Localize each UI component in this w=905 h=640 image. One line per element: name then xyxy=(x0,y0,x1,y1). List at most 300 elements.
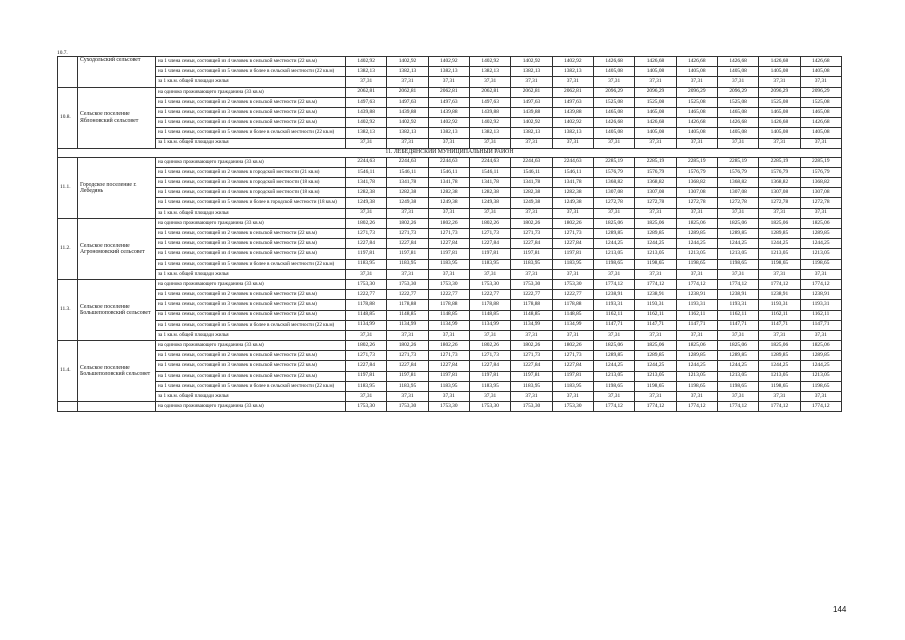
value-cell: 37,31 xyxy=(552,269,593,279)
value-cell: 1439,88 xyxy=(511,107,552,117)
value-cell: 37,31 xyxy=(676,392,717,402)
value-cell: 1341,78 xyxy=(552,178,593,188)
value-cell: 37,31 xyxy=(511,208,552,218)
value-cell: 1753,30 xyxy=(552,279,593,289)
value-cell: 1148,85 xyxy=(428,310,469,320)
settlement-name: Сельское поселение Агрономовский сельсовет xyxy=(78,218,156,279)
value-cell: 1193,31 xyxy=(676,300,717,310)
value-cell: 1576,79 xyxy=(635,167,676,177)
value-cell: 1183,95 xyxy=(428,259,469,269)
value-cell: 37,31 xyxy=(469,138,510,148)
value-cell: 1244,25 xyxy=(800,239,841,249)
value-cell: 1249,38 xyxy=(428,198,469,208)
value-cell: 37,31 xyxy=(593,392,634,402)
value-cell: 1774,12 xyxy=(759,402,800,412)
value-cell: 1439,88 xyxy=(387,107,428,117)
value-cell: 1222,77 xyxy=(428,290,469,300)
table-row xyxy=(58,77,842,87)
value-cell: 37,31 xyxy=(428,138,469,148)
value-cell: 37,31 xyxy=(428,269,469,279)
value-cell: 1402,92 xyxy=(346,57,387,67)
value-cell: 1134,99 xyxy=(469,320,510,330)
value-cell: 1546,11 xyxy=(428,167,469,177)
value-cell: 1213,05 xyxy=(717,371,758,381)
value-cell: 37,31 xyxy=(428,330,469,340)
value-cell: 1402,92 xyxy=(469,118,510,128)
value-cell: 1825,06 xyxy=(800,341,841,351)
value-cell: 1244,25 xyxy=(593,239,634,249)
value-cell: 1576,79 xyxy=(759,167,800,177)
settlement-name: Городское поселение г. Лебедянь xyxy=(78,157,156,218)
value-cell: 2244,63 xyxy=(469,157,510,167)
norm-category: на 1 члена семьи, состоящей из 4 человек в сельской местности (22 кв.м) xyxy=(156,371,346,381)
value-cell: 37,31 xyxy=(346,208,387,218)
value-cell: 1238,91 xyxy=(676,290,717,300)
value-cell: 1197,81 xyxy=(346,371,387,381)
value-cell: 1282,38 xyxy=(469,188,510,198)
value-cell: 1439,88 xyxy=(428,107,469,117)
table-row xyxy=(58,279,842,289)
value-cell: 1426,68 xyxy=(800,118,841,128)
value-cell: 1825,06 xyxy=(593,218,634,228)
settlement-name xyxy=(78,402,156,412)
value-cell: 1802,26 xyxy=(552,218,593,228)
value-cell: 1289,85 xyxy=(759,351,800,361)
value-cell: 37,31 xyxy=(346,392,387,402)
table-row xyxy=(58,138,842,148)
value-cell: 1272,78 xyxy=(800,198,841,208)
table-row xyxy=(58,269,842,279)
value-cell: 1197,81 xyxy=(511,249,552,259)
page-number: 144 xyxy=(833,605,847,614)
table-row xyxy=(58,229,842,239)
value-cell: 1134,99 xyxy=(428,320,469,330)
value-cell: 37,31 xyxy=(387,208,428,218)
value-cell: 1244,25 xyxy=(759,361,800,371)
value-cell: 1227,84 xyxy=(469,239,510,249)
value-cell: 1213,05 xyxy=(593,371,634,381)
value-cell: 37,31 xyxy=(552,330,593,340)
value-cell: 1193,31 xyxy=(759,300,800,310)
value-cell: 2244,63 xyxy=(346,157,387,167)
value-cell: 37,31 xyxy=(800,77,841,87)
value-cell: 1289,85 xyxy=(635,351,676,361)
value-cell: 2062,81 xyxy=(552,87,593,97)
value-cell: 1198,65 xyxy=(593,381,634,391)
value-cell: 1213,05 xyxy=(593,249,634,259)
norm-category: на 1 члена семьи, состоящей из 4 человек в сельской местности (22 кв.м) xyxy=(156,249,346,259)
value-cell: 1546,11 xyxy=(511,167,552,177)
value-cell: 1802,26 xyxy=(387,341,428,351)
value-cell: 1238,91 xyxy=(800,290,841,300)
norm-category: на 1 члена семьи, состоящей из 5 человек и более в сельской местности (22 кв.м) xyxy=(156,259,346,269)
value-cell: 1405,08 xyxy=(676,67,717,77)
value-cell: 1774,12 xyxy=(676,402,717,412)
value-cell: 1134,99 xyxy=(346,320,387,330)
section-header-row xyxy=(58,148,842,157)
value-cell: 1405,08 xyxy=(759,67,800,77)
value-cell: 1426,68 xyxy=(717,57,758,67)
value-cell: 37,31 xyxy=(800,208,841,218)
value-cell: 1271,73 xyxy=(346,229,387,239)
value-cell: 2244,63 xyxy=(387,157,428,167)
value-cell: 1193,31 xyxy=(717,300,758,310)
value-cell: 1753,30 xyxy=(428,402,469,412)
value-cell: 37,31 xyxy=(800,392,841,402)
value-cell: 1774,12 xyxy=(593,402,634,412)
norm-category: на 1 члена семьи, состоящей из 3 человек в сельской местности (22 кв.м) xyxy=(156,107,346,117)
value-cell: 37,31 xyxy=(552,392,593,402)
value-cell: 1341,78 xyxy=(387,178,428,188)
value-cell: 37,31 xyxy=(635,269,676,279)
value-cell: 37,31 xyxy=(635,208,676,218)
value-cell: 37,31 xyxy=(676,77,717,87)
value-cell: 1289,85 xyxy=(800,351,841,361)
value-cell: 37,31 xyxy=(511,77,552,87)
value-cell: 2244,63 xyxy=(511,157,552,167)
value-cell: 1198,65 xyxy=(759,259,800,269)
value-cell: 1134,99 xyxy=(552,320,593,330)
value-cell: 1183,95 xyxy=(511,259,552,269)
value-cell: 1426,68 xyxy=(717,118,758,128)
value-cell: 37,31 xyxy=(759,208,800,218)
table-row xyxy=(58,118,842,128)
value-cell: 1183,95 xyxy=(552,381,593,391)
table-row xyxy=(58,290,842,300)
value-cell: 1774,12 xyxy=(593,279,634,289)
value-cell: 37,31 xyxy=(635,77,676,87)
value-cell: 1307,08 xyxy=(759,188,800,198)
table-row xyxy=(58,87,842,97)
settlement-name: Сельское поселение Большепоповский сельсовет xyxy=(78,279,156,340)
value-cell: 1197,81 xyxy=(552,249,593,259)
value-cell: 1405,08 xyxy=(759,128,800,138)
value-cell: 1576,79 xyxy=(800,167,841,177)
value-cell: 37,31 xyxy=(717,392,758,402)
value-cell: 1134,99 xyxy=(387,320,428,330)
value-cell: 1282,38 xyxy=(387,188,428,198)
value-cell: 1753,30 xyxy=(346,402,387,412)
value-cell: 1271,73 xyxy=(511,351,552,361)
value-cell: 1271,73 xyxy=(387,351,428,361)
value-cell: 1213,05 xyxy=(635,249,676,259)
norm-category: на 1 члена семьи, состоящей из 4 человек в сельской местности (22 кв.м) xyxy=(156,310,346,320)
value-cell: 1244,25 xyxy=(717,239,758,249)
value-cell: 1802,26 xyxy=(428,341,469,351)
value-cell: 1802,26 xyxy=(469,218,510,228)
value-cell: 1222,77 xyxy=(552,290,593,300)
value-cell: 1382,13 xyxy=(511,67,552,77)
settlement-number xyxy=(58,402,78,412)
value-cell: 1825,06 xyxy=(676,341,717,351)
value-cell: 37,31 xyxy=(717,77,758,87)
value-cell: 1382,13 xyxy=(387,67,428,77)
value-cell: 37,31 xyxy=(759,269,800,279)
value-cell: 1193,31 xyxy=(635,300,676,310)
value-cell: 1271,73 xyxy=(428,351,469,361)
value-cell: 1249,38 xyxy=(387,198,428,208)
value-cell: 1405,08 xyxy=(800,67,841,77)
table-row xyxy=(58,402,842,412)
value-cell: 37,31 xyxy=(635,330,676,340)
value-cell: 1197,81 xyxy=(469,371,510,381)
value-cell: 1402,92 xyxy=(511,57,552,67)
value-cell: 1272,78 xyxy=(717,198,758,208)
value-cell: 37,31 xyxy=(469,269,510,279)
value-cell: 1272,78 xyxy=(635,198,676,208)
settlement-number: 11.1. xyxy=(58,157,78,218)
value-cell: 1497,63 xyxy=(511,97,552,107)
value-cell: 1227,84 xyxy=(387,361,428,371)
value-cell: 1525,08 xyxy=(676,97,717,107)
table-row xyxy=(58,320,842,330)
value-cell: 2285,19 xyxy=(676,157,717,167)
value-cell: 37,31 xyxy=(717,208,758,218)
value-cell: 1244,25 xyxy=(759,239,800,249)
value-cell: 1774,12 xyxy=(800,402,841,412)
value-cell: 1405,08 xyxy=(593,128,634,138)
table-row xyxy=(58,381,842,391)
value-cell: 1147,71 xyxy=(717,320,758,330)
value-cell: 1753,30 xyxy=(552,402,593,412)
value-cell: 1227,84 xyxy=(469,361,510,371)
value-cell: 37,31 xyxy=(469,392,510,402)
value-cell: 1213,05 xyxy=(759,249,800,259)
section-title: 11. ЛЕБЕДЯНСКИЙ МУНИЦИПАЛЬНЫЙ РАЙОН xyxy=(58,148,842,157)
value-cell: 1426,68 xyxy=(593,57,634,67)
value-cell: 37,31 xyxy=(593,208,634,218)
value-cell: 1213,05 xyxy=(759,371,800,381)
value-cell: 1402,92 xyxy=(428,57,469,67)
value-cell: 1272,78 xyxy=(759,198,800,208)
value-cell: 1774,12 xyxy=(676,279,717,289)
value-cell: 1148,85 xyxy=(346,310,387,320)
settlement-name: Суходольский сельсовет xyxy=(78,57,156,88)
value-cell: 1825,06 xyxy=(717,341,758,351)
value-cell: 1546,11 xyxy=(552,167,593,177)
value-cell: 1802,26 xyxy=(469,341,510,351)
value-cell: 1183,95 xyxy=(387,381,428,391)
value-cell: 1227,84 xyxy=(511,361,552,371)
value-cell: 1774,12 xyxy=(759,279,800,289)
value-cell: 1402,92 xyxy=(511,118,552,128)
tariff-table-sheet xyxy=(57,50,841,412)
value-cell: 1227,84 xyxy=(346,239,387,249)
value-cell: 1341,78 xyxy=(428,178,469,188)
value-cell: 37,31 xyxy=(676,269,717,279)
value-cell: 1382,13 xyxy=(469,67,510,77)
value-cell: 1402,92 xyxy=(387,57,428,67)
value-cell: 37,31 xyxy=(717,330,758,340)
value-cell: 1546,11 xyxy=(387,167,428,177)
value-cell: 1368,82 xyxy=(635,178,676,188)
value-cell: 1774,12 xyxy=(635,279,676,289)
norm-category: на 1 члена семьи, состоящей из 5 человек и более в городской местности (18 кв.м) xyxy=(156,198,346,208)
value-cell: 1525,08 xyxy=(717,97,758,107)
value-cell: 1405,08 xyxy=(717,128,758,138)
table-row xyxy=(58,341,842,351)
value-cell: 1183,95 xyxy=(346,381,387,391)
value-cell: 1227,84 xyxy=(552,361,593,371)
value-cell: 1249,38 xyxy=(511,198,552,208)
norm-category: на 1 члена семьи, состоящей из 5 человек и более в сельской местности (22 кв.м) xyxy=(156,67,346,77)
value-cell: 1183,95 xyxy=(346,259,387,269)
value-cell: 1289,85 xyxy=(676,351,717,361)
table-row xyxy=(58,157,842,167)
value-cell: 37,31 xyxy=(346,138,387,148)
value-cell: 1238,91 xyxy=(635,290,676,300)
value-cell: 1402,92 xyxy=(552,118,593,128)
norm-category: на одиноко проживающего гражданина (33 кв.м) xyxy=(156,341,346,351)
value-cell: 1497,63 xyxy=(346,97,387,107)
table-row xyxy=(58,239,842,249)
value-cell: 1213,05 xyxy=(676,371,717,381)
value-cell: 1198,65 xyxy=(717,381,758,391)
value-cell: 37,31 xyxy=(593,269,634,279)
value-cell: 1307,08 xyxy=(676,188,717,198)
value-cell: 1753,30 xyxy=(511,279,552,289)
settlement-name: Сельское поселение Яблоновский сельсовет xyxy=(78,87,156,148)
value-cell: 2096,29 xyxy=(717,87,758,97)
table-row xyxy=(58,208,842,218)
value-cell: 1802,26 xyxy=(346,341,387,351)
value-cell: 37,31 xyxy=(387,138,428,148)
value-cell: 37,31 xyxy=(759,138,800,148)
value-cell: 2062,81 xyxy=(511,87,552,97)
value-cell: 1825,06 xyxy=(759,218,800,228)
value-cell: 1402,92 xyxy=(387,118,428,128)
value-cell: 1272,78 xyxy=(676,198,717,208)
value-cell: 1249,38 xyxy=(469,198,510,208)
value-cell: 37,31 xyxy=(717,138,758,148)
value-cell: 37,31 xyxy=(511,330,552,340)
table-row xyxy=(58,128,842,138)
value-cell: 1197,81 xyxy=(428,249,469,259)
value-cell: 1148,85 xyxy=(469,310,510,320)
value-cell: 1546,11 xyxy=(469,167,510,177)
value-cell: 37,31 xyxy=(387,392,428,402)
value-cell: 1289,85 xyxy=(593,351,634,361)
value-cell: 1198,65 xyxy=(800,259,841,269)
value-cell: 1426,68 xyxy=(676,118,717,128)
norm-category: за 1 кв.м. общей площади жилья xyxy=(156,138,346,148)
value-cell: 2096,29 xyxy=(676,87,717,97)
value-cell: 1162,11 xyxy=(635,310,676,320)
value-cell: 1238,91 xyxy=(759,290,800,300)
value-cell: 1162,11 xyxy=(717,310,758,320)
value-cell: 1802,26 xyxy=(552,341,593,351)
table-row xyxy=(58,198,842,208)
value-cell: 1178,88 xyxy=(346,300,387,310)
value-cell: 1774,12 xyxy=(800,279,841,289)
value-cell: 1213,05 xyxy=(717,249,758,259)
value-cell: 1193,31 xyxy=(800,300,841,310)
value-cell: 1198,65 xyxy=(635,381,676,391)
value-cell: 1197,81 xyxy=(469,249,510,259)
value-cell: 1282,38 xyxy=(346,188,387,198)
value-cell: 1197,81 xyxy=(346,249,387,259)
value-cell: 1753,30 xyxy=(469,279,510,289)
value-cell: 1368,82 xyxy=(676,178,717,188)
value-cell: 1197,81 xyxy=(428,371,469,381)
norm-category: на одиноко проживающего гражданина (33 кв.м) xyxy=(156,218,346,228)
value-cell: 1178,88 xyxy=(511,300,552,310)
table-row xyxy=(58,310,842,320)
value-cell: 1465,08 xyxy=(635,107,676,117)
value-cell: 1402,92 xyxy=(346,118,387,128)
value-cell: 37,31 xyxy=(676,330,717,340)
value-cell: 37,31 xyxy=(593,138,634,148)
value-cell: 1426,68 xyxy=(759,57,800,67)
value-cell: 2062,81 xyxy=(387,87,428,97)
value-cell: 37,31 xyxy=(759,330,800,340)
value-cell: 37,31 xyxy=(428,392,469,402)
value-cell: 1147,71 xyxy=(593,320,634,330)
value-cell: 37,31 xyxy=(800,138,841,148)
value-cell: 37,31 xyxy=(800,330,841,340)
value-cell: 1341,78 xyxy=(346,178,387,188)
norm-category: на 1 члена семьи, состоящей из 2 человек в сельской местности (22 кв.м) xyxy=(156,229,346,239)
value-cell: 1289,85 xyxy=(717,229,758,239)
value-cell: 37,31 xyxy=(635,392,676,402)
value-cell: 1753,30 xyxy=(428,279,469,289)
norm-category: на 1 члена семьи, состоящей из 3 человек в сельской местности (22 кв.м) xyxy=(156,239,346,249)
value-cell: 1244,25 xyxy=(676,361,717,371)
norm-category: за 1 кв.м. общей площади жилья xyxy=(156,392,346,402)
value-cell: 1525,08 xyxy=(593,97,634,107)
value-cell: 1382,13 xyxy=(469,128,510,138)
value-cell: 1162,11 xyxy=(593,310,634,320)
value-cell: 1426,68 xyxy=(800,57,841,67)
value-cell: 1525,08 xyxy=(759,97,800,107)
value-cell: 1213,05 xyxy=(635,371,676,381)
value-cell: 1405,08 xyxy=(635,128,676,138)
value-cell: 1576,79 xyxy=(676,167,717,177)
value-cell: 37,31 xyxy=(552,208,593,218)
value-cell: 1147,71 xyxy=(759,320,800,330)
value-cell: 1368,82 xyxy=(717,178,758,188)
settlement-number: 11.3. xyxy=(58,279,78,340)
value-cell: 1238,91 xyxy=(593,290,634,300)
value-cell: 1227,84 xyxy=(428,361,469,371)
value-cell: 1183,95 xyxy=(552,259,593,269)
value-cell: 37,31 xyxy=(593,77,634,87)
value-cell: 1368,82 xyxy=(800,178,841,188)
value-cell: 1341,78 xyxy=(469,178,510,188)
value-cell: 37,31 xyxy=(428,208,469,218)
value-cell: 1183,95 xyxy=(469,259,510,269)
value-cell: 2244,63 xyxy=(552,157,593,167)
value-cell: 1238,91 xyxy=(717,290,758,300)
norm-category: на 1 члена семьи, состоящей из 4 человек в сельской местности (22 кв.м) xyxy=(156,57,346,67)
value-cell: 37,31 xyxy=(635,138,676,148)
value-cell: 1825,06 xyxy=(593,341,634,351)
value-cell: 2062,81 xyxy=(346,87,387,97)
settlement-number: 11.4. xyxy=(58,341,78,402)
norm-category: на 1 члена семьи, состоящей из 3 человек в сельской местности (22 кв.м) xyxy=(156,300,346,310)
value-cell: 1197,81 xyxy=(387,371,428,381)
norm-category: за 1 кв.м. общей площади жилья xyxy=(156,269,346,279)
table-row xyxy=(58,330,842,340)
value-cell: 1774,12 xyxy=(635,402,676,412)
value-cell: 1774,12 xyxy=(717,402,758,412)
value-cell: 1802,26 xyxy=(428,218,469,228)
value-cell: 1465,08 xyxy=(717,107,758,117)
value-cell: 1405,08 xyxy=(676,128,717,138)
norm-category: на 1 члена семьи, состоящей из 2 человек в сельской местности (22 кв.м) xyxy=(156,97,346,107)
value-cell: 1198,65 xyxy=(800,381,841,391)
value-cell: 37,31 xyxy=(387,77,428,87)
